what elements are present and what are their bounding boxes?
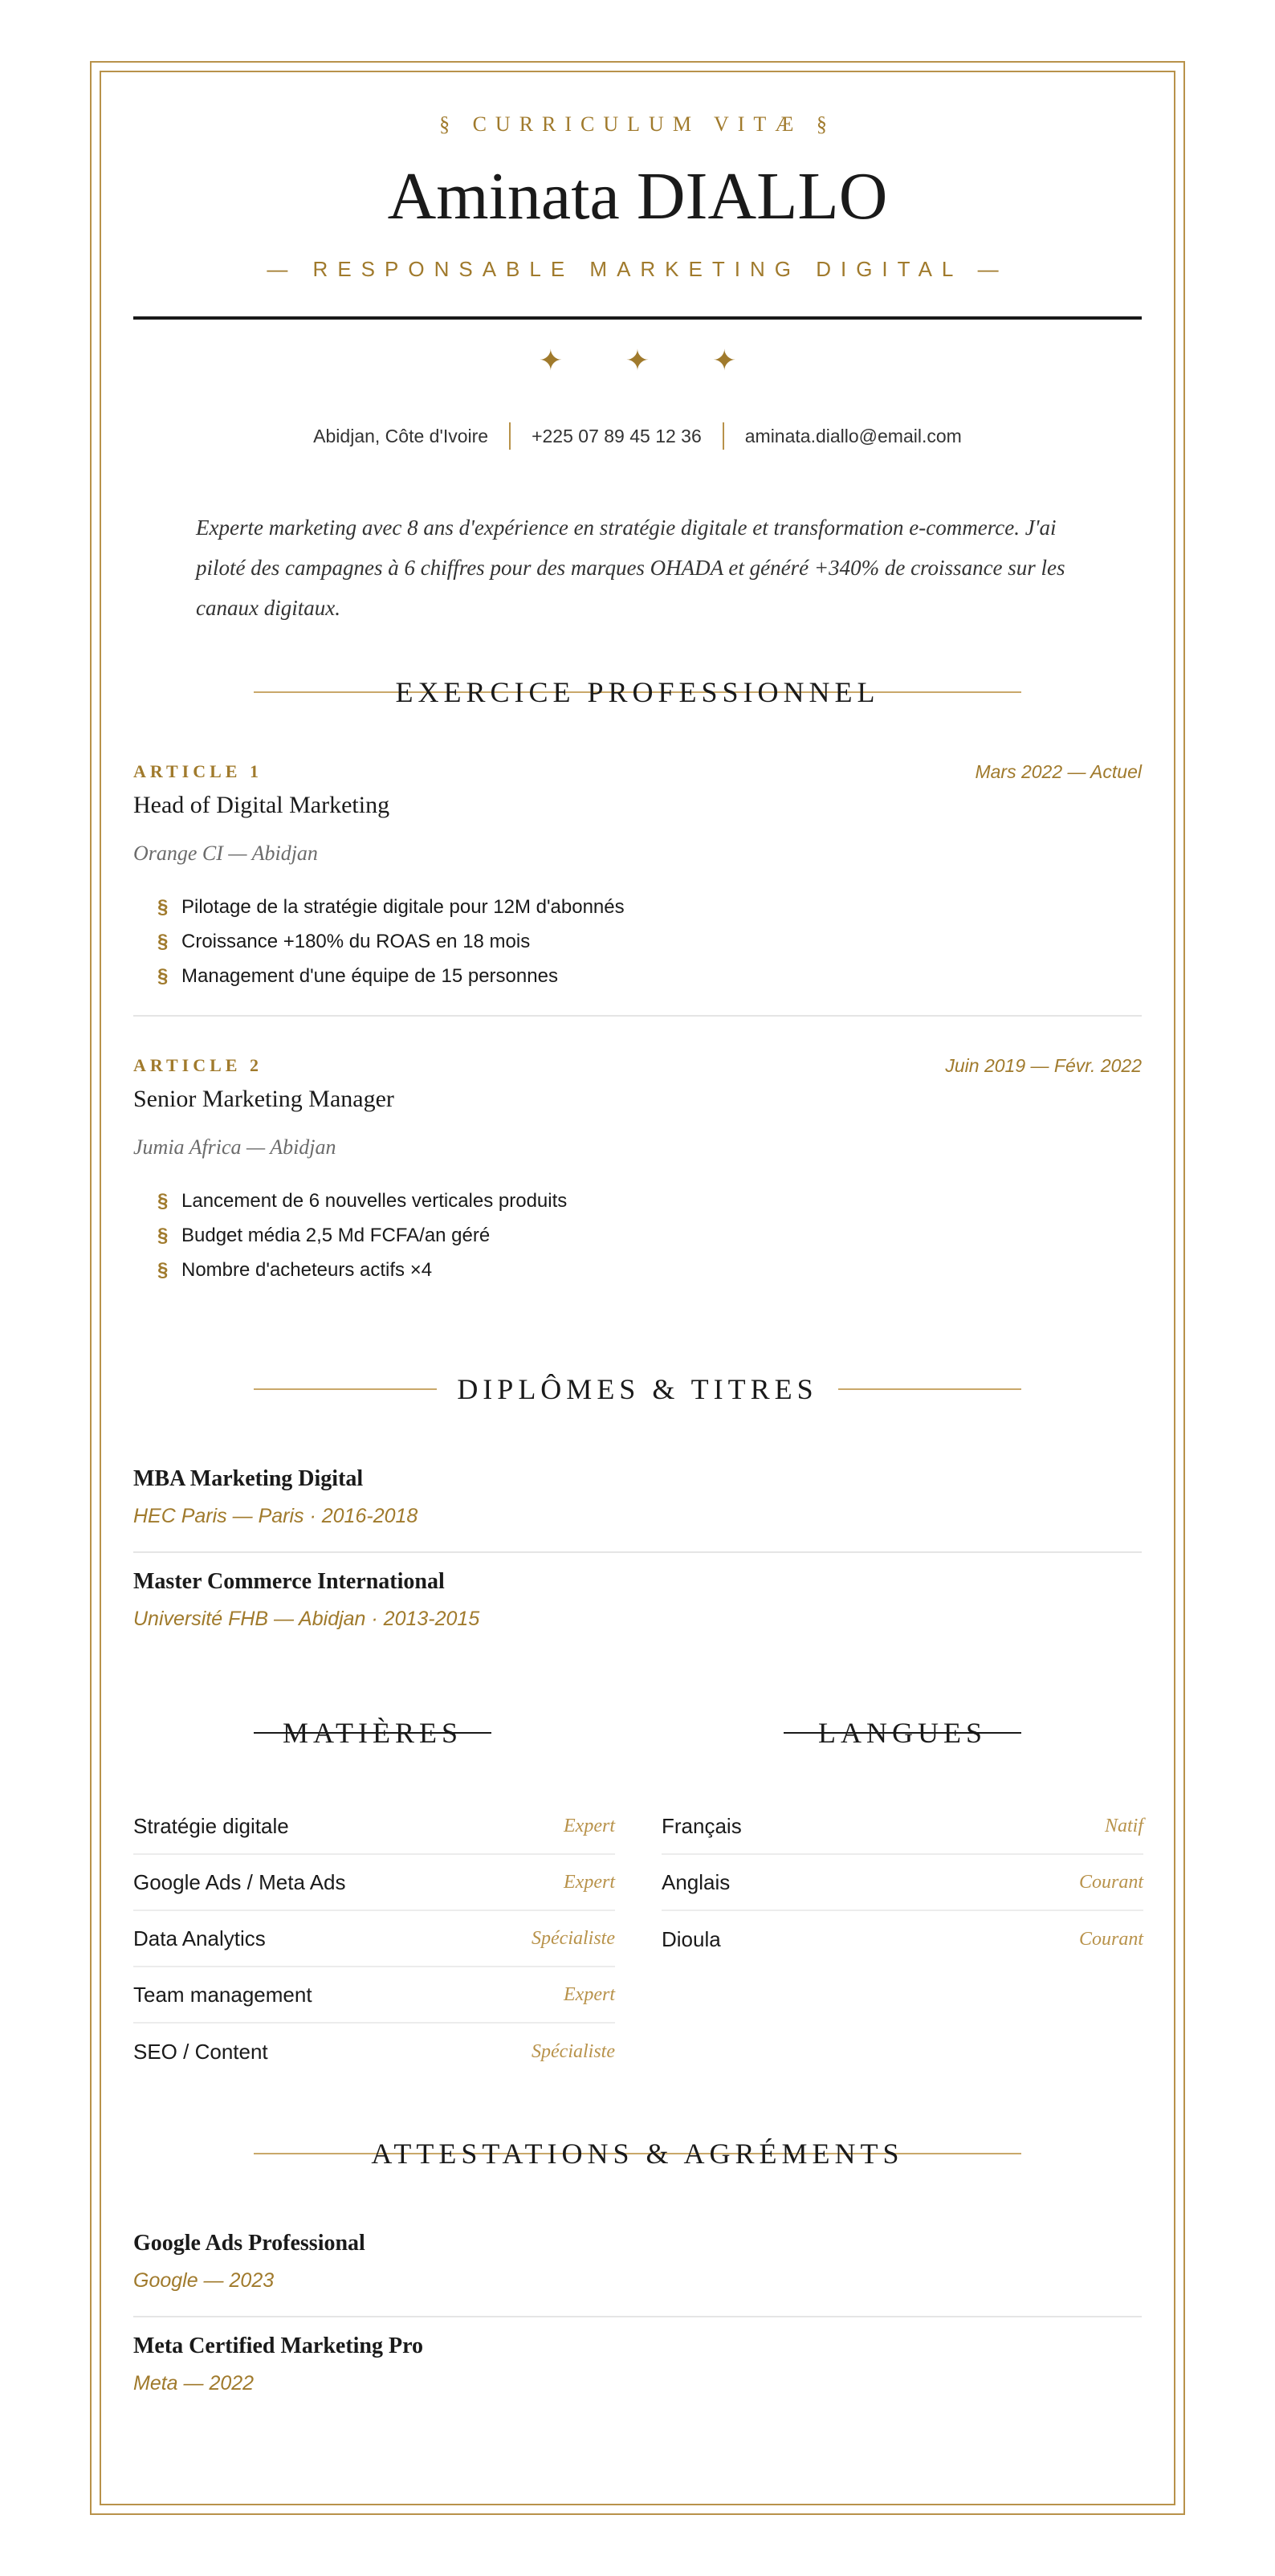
skill-row — [133, 2024, 615, 2080]
section-mark-icon: § — [157, 931, 169, 952]
star-ornament-icon: ✦ ✦ ✦ — [538, 344, 764, 377]
language-name: Français — [662, 1813, 742, 1838]
achievement-text: Management d'une équipe de 15 personnes — [181, 965, 558, 987]
skill-level: Spécialiste — [532, 2040, 615, 2062]
skill-name: Google Ads / Meta Ads — [133, 1869, 346, 1894]
experience-entry — [133, 761, 1142, 1002]
section-heading: LANGUES — [818, 1717, 987, 1749]
education-entry — [133, 1466, 1142, 1528]
education-entry — [133, 1569, 1142, 1631]
cv-label: § CURRICULUM VITÆ § — [439, 112, 836, 136]
language-row — [662, 1911, 1143, 1967]
skill-row — [133, 1855, 615, 1911]
language-level: Natif — [1104, 1815, 1143, 1836]
job-achievements — [157, 890, 625, 993]
skill-name: Team management — [133, 1982, 312, 2007]
achievement-text: Croissance +180% du ROAS en 18 mois — [181, 931, 531, 952]
skill-name: SEO / Content — [133, 2039, 268, 2064]
section-title-education — [254, 1365, 1021, 1413]
section-heading: ATTESTATIONS & AGRÉMENTS — [371, 2138, 904, 2170]
job-company: Orange CI — Abidjan — [133, 842, 318, 865]
skill-name: Data Analytics — [133, 1926, 266, 1950]
certification-issuer: Google — 2023 — [133, 2269, 275, 2292]
certification-entry — [133, 2231, 1142, 2293]
skill-row — [133, 1799, 615, 1855]
article-label: ARTICLE 1 — [133, 761, 263, 781]
certification-title: Google Ads Professional — [133, 2231, 365, 2256]
section-title-languages — [784, 1709, 1021, 1757]
list-item — [157, 1253, 567, 1287]
language-level: Courant — [1078, 1871, 1143, 1893]
section-mark-icon: § — [157, 1225, 169, 1246]
achievement-text: Nombre d'acheteurs actifs ×4 — [181, 1259, 433, 1281]
section-heading: EXERCICE PROFESSIONNEL — [395, 676, 880, 708]
job-title: Head of Digital Marketing — [133, 792, 390, 818]
contact-email[interactable]: aminata.diallo@email.com — [744, 425, 962, 446]
job-title: Senior Marketing Manager — [133, 1086, 394, 1112]
contact-phone[interactable]: +225 07 89 45 12 36 — [532, 425, 702, 446]
achievement-text: Lancement de 6 nouvelles verticales produits — [181, 1190, 568, 1212]
section-title-experience — [254, 668, 1021, 716]
section-mark-icon: § — [157, 1259, 169, 1281]
profile-summary: Experte marketing avec 8 ans d'expérience en stratégie digitale et transformation e-commerce. J'ai piloté des campagnes à 6 chiffres pour des marques OHADA et généré +340% de croissance sur les canaux digitaux. — [196, 516, 1065, 620]
list-item — [157, 1218, 567, 1253]
section-mark-icon: § — [157, 1190, 169, 1212]
languages-list — [662, 1799, 1143, 1967]
degree-title: Master Commerce International — [133, 1569, 445, 1594]
skills-list — [133, 1799, 615, 2080]
language-row — [662, 1855, 1143, 1911]
degree-school: HEC Paris — Paris · 2016-2018 — [133, 1505, 418, 1527]
article-label: ARTICLE 2 — [133, 1055, 263, 1075]
certification-title: Meta Certified Marketing Pro — [133, 2333, 424, 2358]
list-item — [157, 959, 625, 993]
candidate-role: — RESPONSABLE MARKETING DIGITAL — — [267, 257, 1008, 281]
candidate-name: Aminata DIALLO — [387, 159, 888, 234]
entry-divider — [133, 1551, 1142, 1553]
job-dates: Juin 2019 — Févr. 2022 — [945, 1055, 1142, 1076]
skill-level: Expert — [564, 1871, 615, 1893]
header-rule — [133, 316, 1142, 320]
skill-name: Stratégie digitale — [133, 1813, 289, 1838]
skill-row — [133, 1911, 615, 1967]
degree-school: Université FHB — Abidjan · 2013-2015 — [133, 1608, 480, 1630]
section-mark-icon: § — [157, 965, 169, 987]
skill-level: Expert — [564, 1815, 615, 1836]
language-level: Courant — [1078, 1928, 1143, 1950]
list-item — [157, 924, 625, 959]
list-item — [157, 890, 625, 924]
skill-row — [133, 1967, 615, 2024]
job-company: Jumia Africa — Abidjan — [133, 1135, 336, 1159]
contact-bar — [133, 422, 1142, 450]
section-mark-icon: § — [157, 896, 169, 918]
section-title-certifications — [254, 2130, 1021, 2178]
job-dates: Mars 2022 — Actuel — [975, 761, 1142, 782]
list-item — [157, 1184, 567, 1218]
language-name: Anglais — [662, 1869, 731, 1894]
degree-title: MBA Marketing Digital — [133, 1466, 364, 1491]
entry-divider — [133, 2316, 1142, 2317]
entry-divider — [133, 1015, 1142, 1017]
section-title-skills — [254, 1709, 491, 1757]
certification-entry — [133, 2333, 1142, 2395]
skill-level: Spécialiste — [532, 1927, 615, 1949]
achievement-text: Pilotage de la stratégie digitale pour 12M d'abonnés — [181, 896, 625, 918]
contact-location: Abidjan, Côte d'Ivoire — [313, 425, 489, 446]
language-name: Dioula — [662, 1926, 721, 1951]
language-row — [662, 1799, 1143, 1855]
experience-entry — [133, 1055, 1142, 1296]
skill-level: Expert — [564, 1983, 615, 2005]
achievement-text: Budget média 2,5 Md FCFA/an géré — [181, 1225, 491, 1246]
certification-issuer: Meta — 2022 — [133, 2372, 255, 2395]
job-achievements — [157, 1184, 567, 1287]
section-heading: DIPLÔMES & TITRES — [457, 1373, 818, 1405]
section-heading: MATIÈRES — [282, 1717, 462, 1749]
